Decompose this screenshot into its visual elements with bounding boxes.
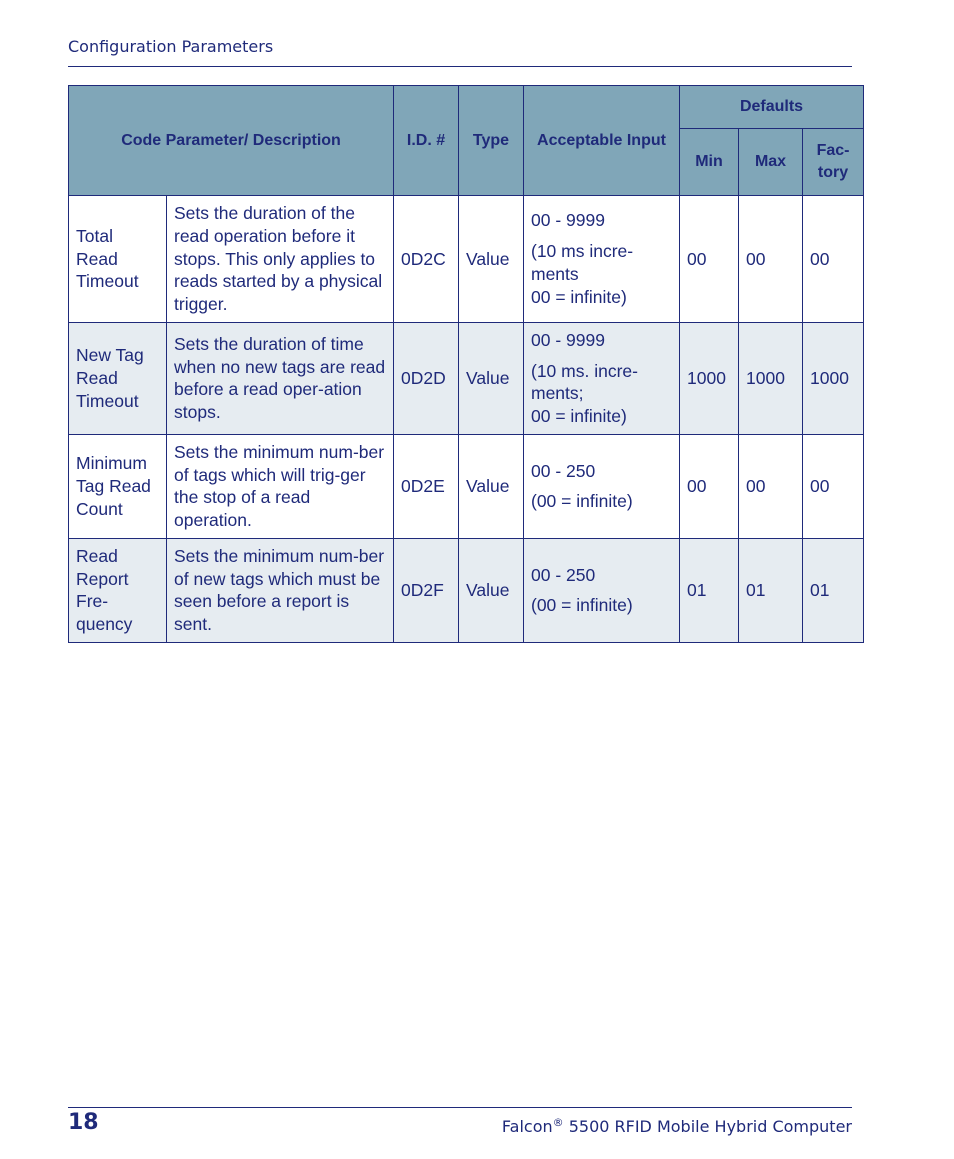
param-id: 0D2C [394,196,459,323]
default-factory: 00 [803,434,864,538]
param-description: Sets the minimum num-ber of tags which will trig-ger the stop of a read operation. [167,434,394,538]
parameters-table [68,85,864,643]
footer-title [502,1116,852,1136]
input-range: 00 - 9999 [531,210,605,231]
param-acceptable-input [524,322,680,434]
default-factory: 01 [803,538,864,642]
default-max: 01 [739,538,803,642]
default-factory: 1000 [803,322,864,434]
input-note: 00 = infinite) [531,406,627,426]
default-max: 00 [739,434,803,538]
default-factory: 00 [803,196,864,323]
input-note: (00 = infinite) [531,491,633,512]
default-min: 01 [680,538,739,642]
default-max: 00 [739,196,803,323]
param-type: Value [459,434,524,538]
input-note: 00 = infinite) [531,286,627,307]
footer-rule [68,1107,852,1108]
param-acceptable-input [524,196,680,323]
param-name: Read Report Fre-quency [69,538,167,642]
default-min: 00 [680,434,739,538]
param-id: 0D2F [394,538,459,642]
input-range: 00 - 9999 [531,329,605,350]
header-code-parameter: Code Parameter/ Description [69,86,394,196]
param-description: Sets the duration of the read operation before it stops. This only applies to reads started by a physical trigger. [167,196,394,323]
header-factory: Fac-tory [803,129,864,196]
page-number: 18 [68,1110,99,1135]
header-max: Max [739,129,803,196]
table-row [69,322,864,434]
param-name: Total Read Timeout [69,196,167,323]
param-description: Sets the minimum num-ber of new tags which must be seen before a report is sent. [167,538,394,642]
input-range: 00 - 250 [531,460,596,481]
param-acceptable-input [524,538,680,642]
param-type: Value [459,322,524,434]
header-min: Min [680,129,739,196]
input-range: 00 - 250 [531,564,596,585]
param-description: Sets the duration of time when no new tags are read before a read oper-ation stops. [167,322,394,434]
param-acceptable-input [524,434,680,538]
input-note: (10 ms. incre-ments; [531,360,638,404]
input-note: (00 = infinite) [531,595,633,616]
header-rule [68,66,852,67]
default-min: 00 [680,196,739,323]
param-type: Value [459,538,524,642]
table-row [69,538,864,642]
default-min: 1000 [680,322,739,434]
table-row [69,196,864,323]
registered-mark: ® [552,1116,564,1129]
param-name: Minimum Tag Read Count [69,434,167,538]
header-acceptable-input: Acceptable Input [524,86,680,196]
product-name: Falcon [501,1117,553,1136]
param-id: 0D2D [394,322,459,434]
table-row [69,434,864,538]
param-id: 0D2E [394,434,459,538]
product-rest: 5500 RFID Mobile Hybrid Computer [563,1117,852,1136]
input-note: (10 ms incre-ments [531,241,634,284]
param-type: Value [459,196,524,323]
header-id: I.D. # [394,86,459,196]
header-type: Type [459,86,524,196]
param-name: New Tag Read Timeout [69,322,167,434]
running-head: Configuration Parameters [68,37,274,56]
default-max: 1000 [739,322,803,434]
header-defaults: Defaults [680,86,864,129]
